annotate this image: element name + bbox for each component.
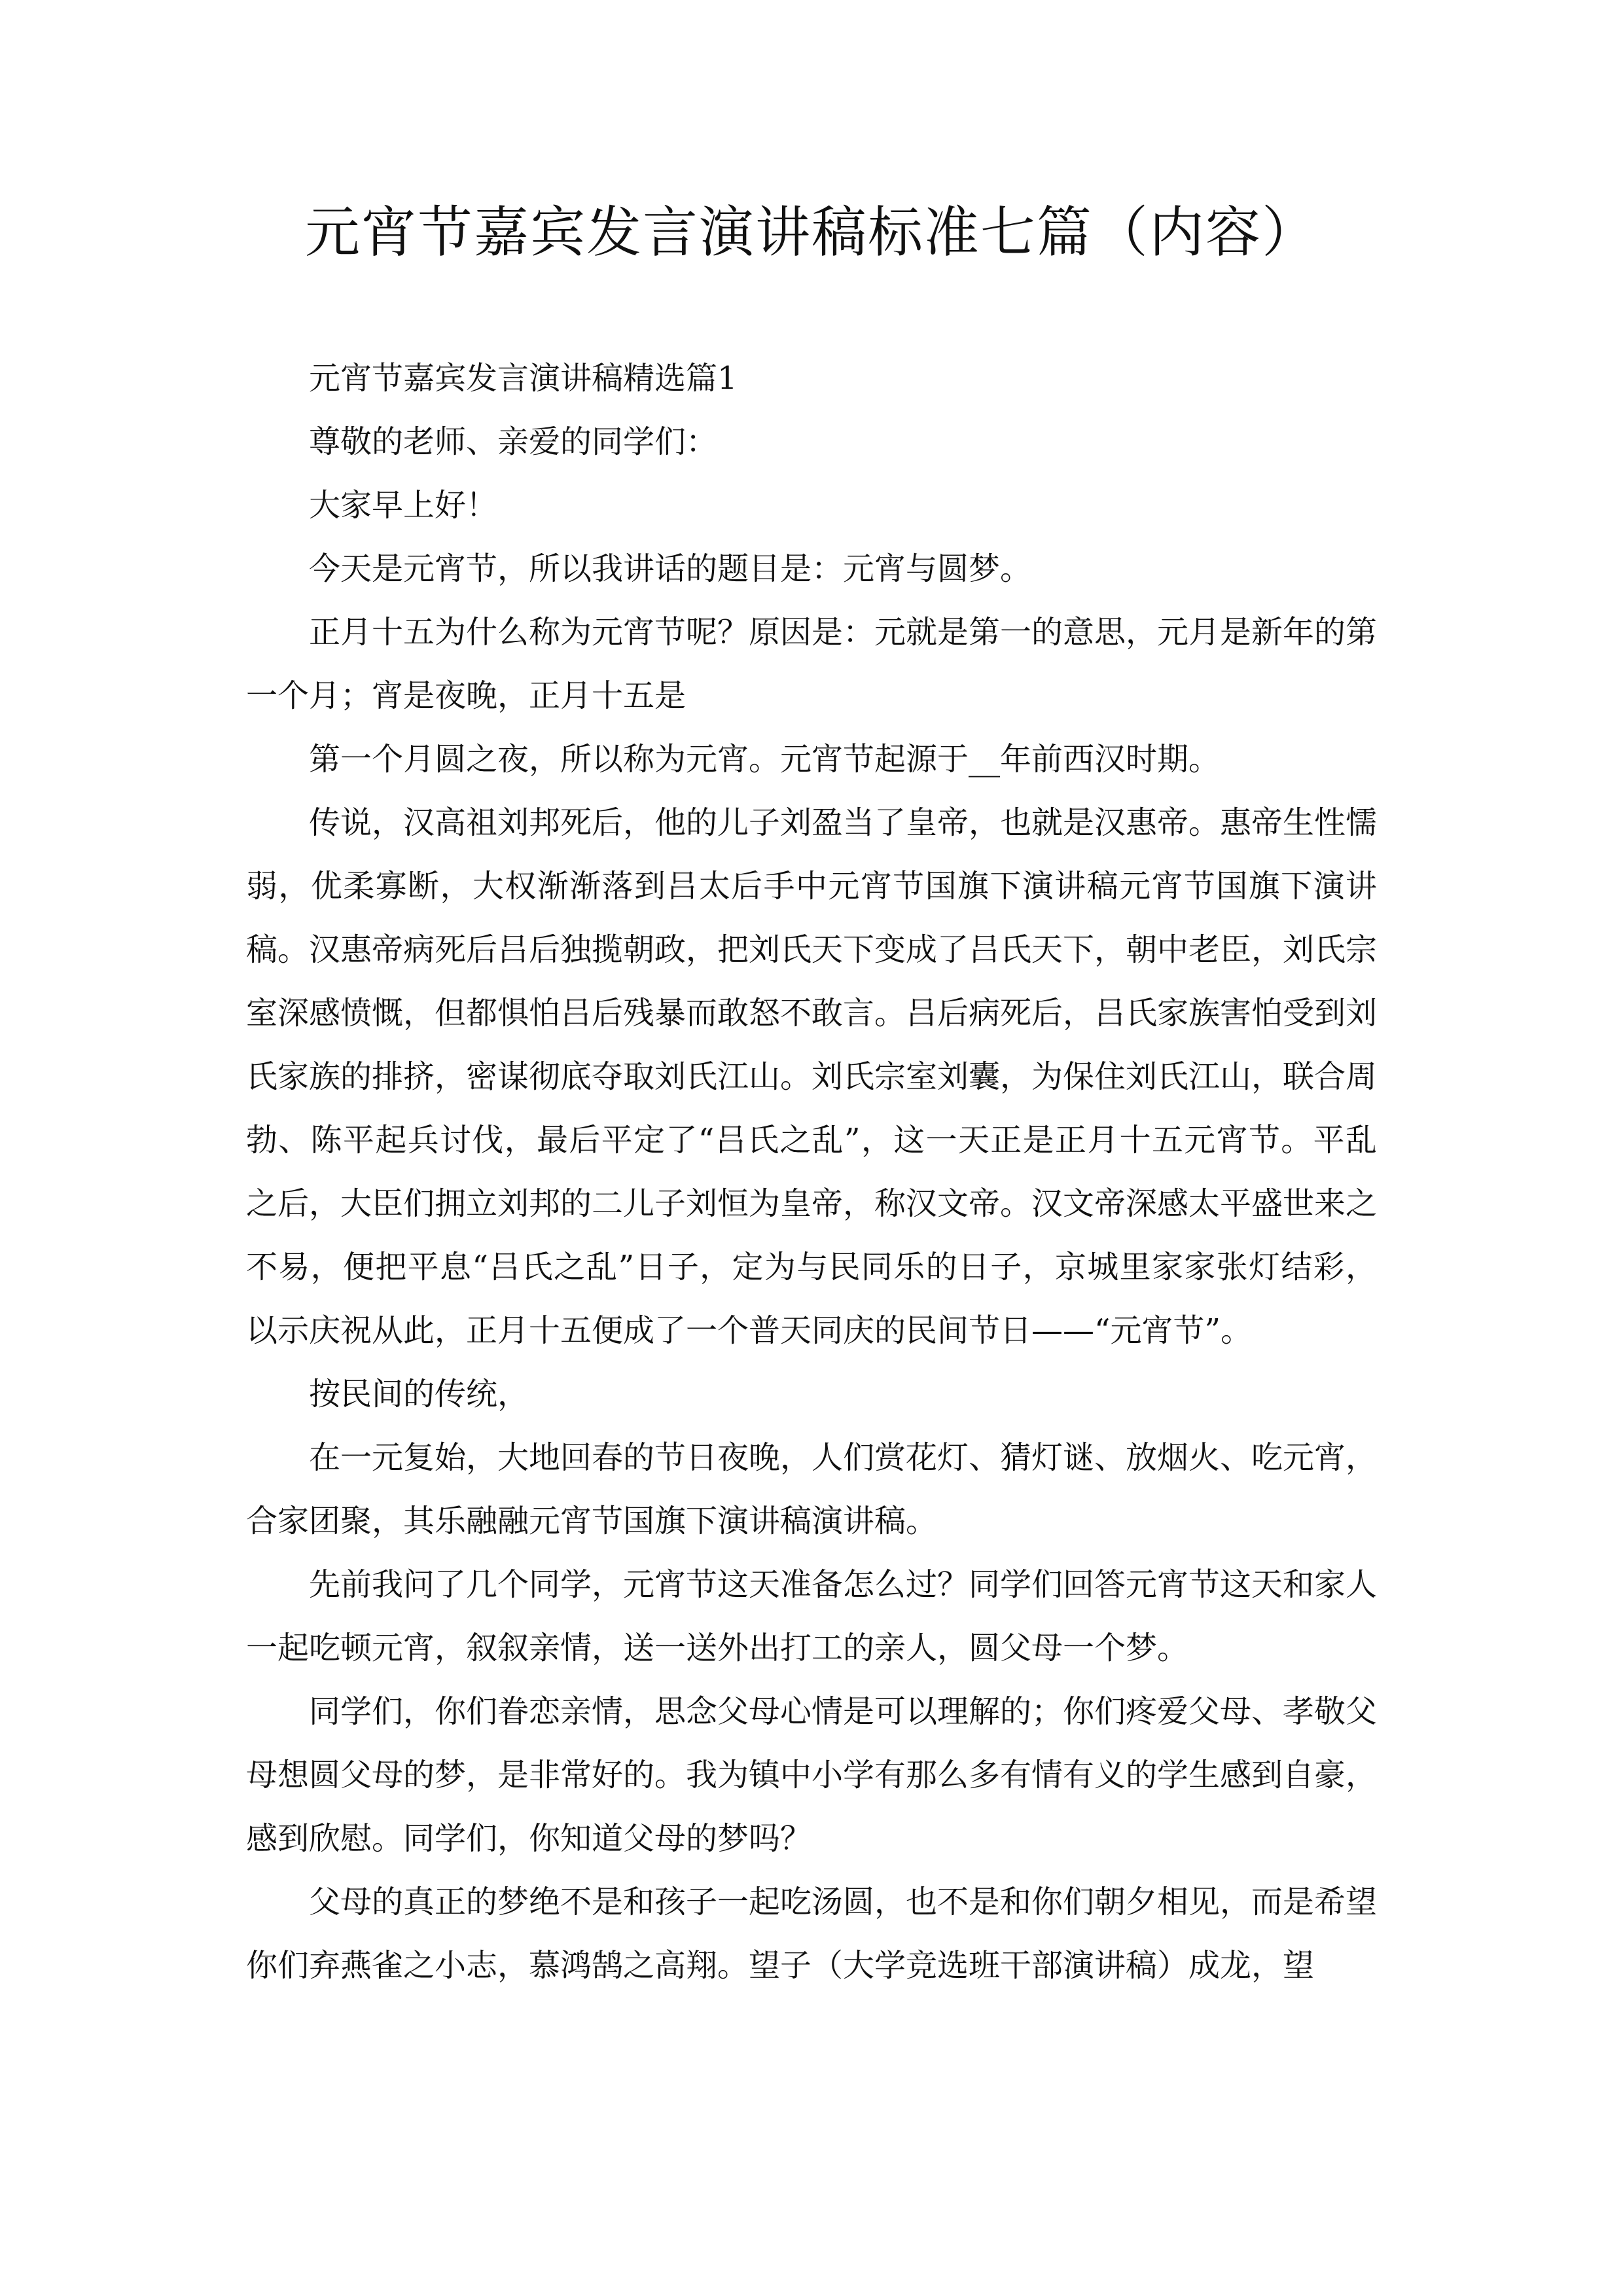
- affection-paragraph: 同学们，你们眷恋亲情，思念父母心情是可以理解的；你们疼爱父母、孝敬父母想圆父母的梦，是非常好的。我为镇中小学有那么多有情有义的学生感到自豪，感到欣慰。同学们，你知道父母的梦吗？: [246, 1693, 1378, 1857]
- document-body: [246, 347, 1377, 1998]
- origin-paragraph: 正月十五为什么称为元宵节呢？原因是：元就是第一的意思，元月是新年的第一个月；宵是夜晚，正月十五是: [246, 614, 1378, 714]
- tradition-intro-paragraph: 按民间的传统，: [309, 1376, 529, 1412]
- origin-continued-paragraph: 第一个月圆之夜，所以称为元宵。元宵节起源于__年前西汉时期。: [309, 741, 1221, 778]
- parents-dream-paragraph: 父母的真正的梦绝不是和孩子一起吃汤圆，也不是和你们朝夕相见，而是希望你们弃燕雀之小志，慕鸿鹄之高翔。望子（大学竞选班干部演讲稿）成龙，望: [246, 1884, 1378, 1984]
- legend-paragraph: 传说，汉高祖刘邦死后，他的儿子刘盈当了皇帝，也就是汉惠帝。惠帝生性懦弱，优柔寡断，大权渐渐落到吕太后手中元宵节国旗下演讲稿元宵节国旗下演讲稿。汉惠帝病死后吕后独揽朝政，把刘氏天下变成了吕氏天下，朝中老臣，刘氏宗室深感愤慨，但都惧怕吕后残暴而敢怒不敢言。吕后病死后，吕氏家族害怕受到刘氏家族的排挤，密谋彻底夺取刘氏江山。刘氏宗室刘囊，为保住刘氏江山，联合周勃、陈平起兵讨伐，最后平定了“吕氏之乱”，这一天正是正月十五元宵节。平乱之后，大臣们拥立刘邦的二儿子刘恒为皇帝，称汉文帝。汉文帝深感太平盛世来之不易，便把平息“吕氏之乱”日子，定为与民同乐的日子，京城里家家张灯结彩，以示庆祝从此，正月十五便成了一个普天同庆的民间节日——“元宵节”。: [246, 804, 1378, 1349]
- greeting: 大家早上好！: [309, 487, 498, 524]
- speech-heading: 元宵节嘉宾发言演讲稿精选篇1: [309, 360, 738, 397]
- document-title: 元宵节嘉宾发言演讲稿标准七篇（内容）: [304, 200, 1318, 264]
- classmates-paragraph: 先前我问了几个同学，元宵节这天准备怎么过？同学们回答元宵节这天和家人一起吃顿元宵，叙叙亲情，送一送外出打工的亲人，圆父母一个梦。: [246, 1566, 1378, 1666]
- tradition-paragraph: 在一元复始，大地回春的节日夜晚，人们赏花灯、猜灯谜、放烟火、吃元宵，合家团聚，其乐融融元宵节国旗下演讲稿演讲稿。: [246, 1439, 1378, 1539]
- salutation: 尊敬的老师、亲爱的同学们：: [309, 423, 718, 460]
- topic-paragraph: 今天是元宵节，所以我讲话的题目是：元宵与圆梦。: [309, 550, 1032, 587]
